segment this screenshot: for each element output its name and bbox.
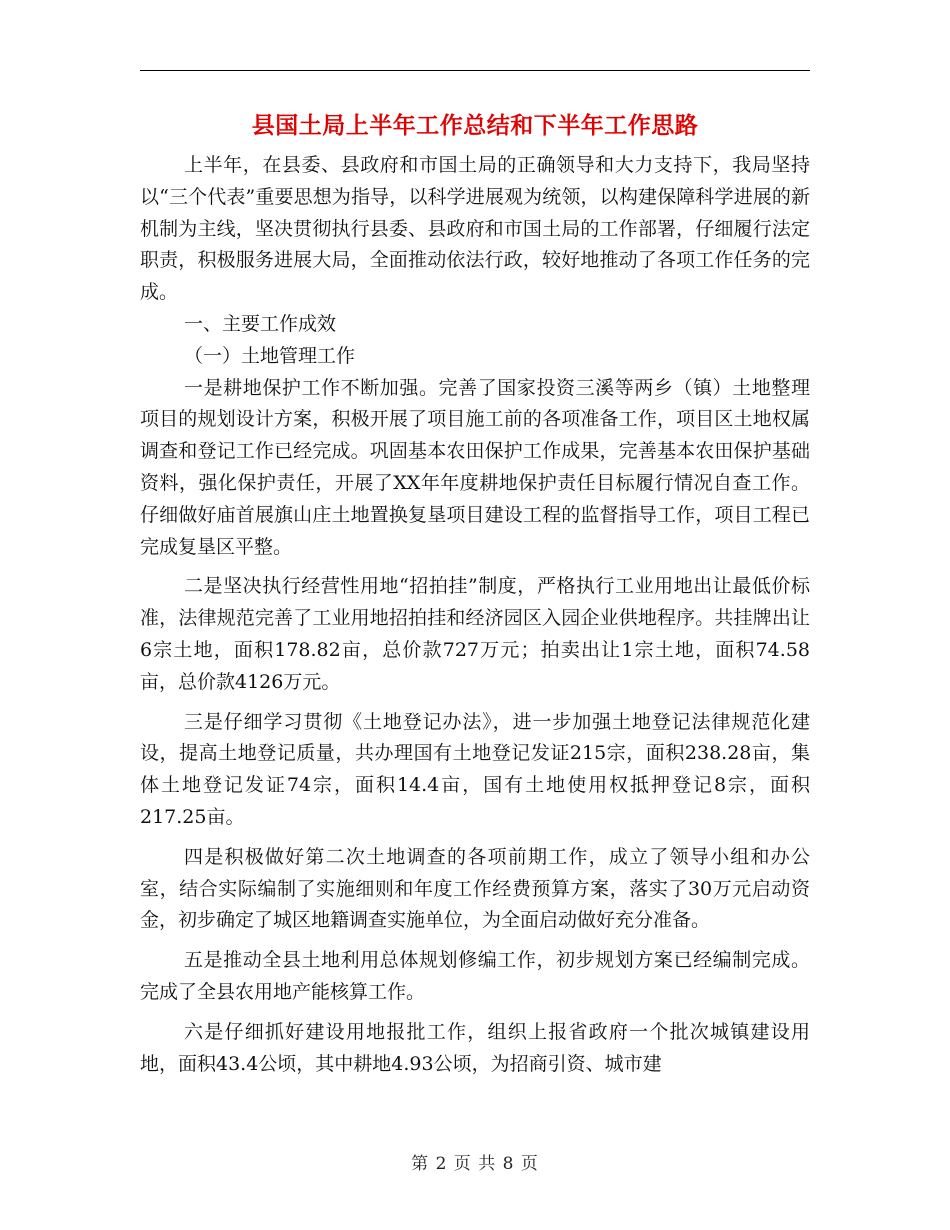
- paragraph-item-3: 三是仔细学习贯彻《土地登记办法》，进一步加强土地登记法律规范化建设，提高土地登记质量，共办理国有土地登记发证215宗，面积238.28亩，集体土地登记发证74宗，面积14.4亩，国有土地使用权抵押登记8宗，面积217.25亩。: [140, 710, 810, 828]
- document-body: [140, 150, 810, 1080]
- intro-paragraph: 上半年，在县委、县政府和市国土局的正确领导和大力支持下，我局坚持以“三个代表”重要思想为指导，以科学进展观为统领，以构建保障科学进展的新机制为主线，坚决贯彻执行县委、县政府和市国土局的工作部署，仔细履行法定职责，积极服务进展大局，全面推动依法行政，较好地推动了各项工作任务的完成。: [140, 154, 810, 304]
- subsection-heading: （一）土地管理工作: [184, 344, 356, 367]
- paragraph-item-2: 二是坚决执行经营性用地“招拍挂”制度，严格执行工业用地出让最低价标准，法律规范完善了工业用地招拍挂和经济园区入园企业供地程序。共挂牌出让6宗土地，面积178.82亩，总价款727万元；拍卖出让1宗土地，面积74.58亩，总价款4126万元。: [140, 575, 810, 693]
- header-rule: [140, 70, 810, 71]
- paragraph-item-5: 五是推动全县土地利用总体规划修编工作，初步规划方案已经编制完成。完成了全县农用地产能核算工作。: [140, 949, 810, 1003]
- paragraph-item-6: 六是仔细抓好建设用地报批工作，组织上报省政府一个批次城镇建设用地，面积43.4公顷，其中耕地4.93公顷，为招商引资、城市建: [140, 1020, 810, 1075]
- section-heading: 一、主要工作成效: [184, 312, 337, 335]
- page-number-footer: 第 2 页 共 8 页: [411, 1154, 539, 1174]
- document-title: 县国土局上半年工作总结和下半年工作思路: [251, 112, 699, 139]
- paragraph-item-4: 四是积极做好第二次土地调查的各项前期工作，成立了领导小组和办公室，结合实际编制了实施细则和年度工作经费预算方案，落实了30万元启动资金，初步确定了城区地籍调查实施单位，为全面启动做好充分准备。: [140, 845, 810, 932]
- paragraph-item-1: 一是耕地保护工作不断加强。完善了国家投资三溪等两乡（镇）土地整理项目的规划设计方案，积极开展了项目施工前的各项准备工作，项目区土地权属调查和登记工作已经完成。巩固基本农田保护工作成果，完善基本农田保护基础资料，强化保护责任，开展了XX年年度耕地保护责任目标履行情况自查工作。仔细做好庙首展旗山庄土地置换复垦项目建设工程的监督指导工作，项目工程已完成复垦区平整。: [140, 376, 810, 558]
